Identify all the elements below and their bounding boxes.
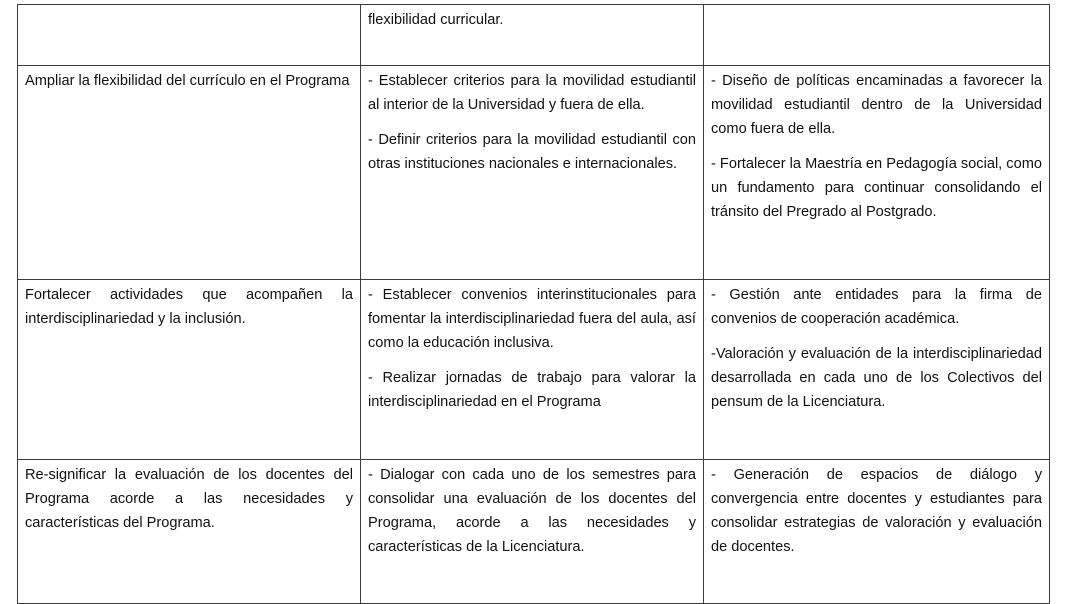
- strategies-cell: [704, 66, 1050, 280]
- cell-paragraph: - Gestión ante entidades para la firma de convenios de cooperación académica.: [711, 287, 1042, 327]
- cell-paragraph: - Fortalecer la Maestría en Pedagogía social, como un fundamento para continuar consolidando el tránsito del Pregrado al Postgrado.: [711, 156, 1042, 220]
- actions-cell: [361, 280, 704, 460]
- table-row: [18, 460, 1050, 604]
- cell-paragraph: - Diseño de políticas encaminadas a favorecer la movilidad estudiantil dentro de la Universidad como fuera de ella.: [711, 73, 1042, 137]
- cell-paragraph: - Establecer criterios para la movilidad estudiantil al interior de la Universidad y fuera de ella.: [368, 73, 696, 113]
- objective-cell: [18, 460, 361, 604]
- cell-paragraph: flexibilidad curricular.: [368, 12, 504, 28]
- plan-table: [17, 4, 1050, 604]
- cell-paragraph: Ampliar la flexibilidad del currículo en el Programa: [25, 73, 350, 89]
- cell-paragraph: - Establecer convenios interinstitucionales para fomentar la interdisciplinariedad fuera del aula, así como la educación inclusiva.: [368, 287, 696, 351]
- cell-paragraph: -Valoración y evaluación de la interdisciplinariedad desarrollada en cada uno de los Colectivos del pensum de la Licenciatura.: [711, 346, 1042, 410]
- objective-cell: [18, 5, 361, 66]
- actions-cell: [361, 5, 704, 66]
- cell-paragraph: Re-significar la evaluación de los docentes del Programa acorde a las necesidades y características del Programa.: [25, 467, 353, 531]
- strategies-cell: [704, 280, 1050, 460]
- objective-cell: [18, 66, 361, 280]
- cell-paragraph: - Definir criterios para la movilidad estudiantil con otras instituciones nacionales e internacionales.: [368, 132, 696, 172]
- table-row: [18, 280, 1050, 460]
- strategies-cell: [704, 460, 1050, 604]
- cell-paragraph: - Realizar jornadas de trabajo para valorar la interdisciplinariedad en el Programa: [368, 370, 696, 410]
- strategies-cell: [704, 5, 1050, 66]
- table-row: [18, 66, 1050, 280]
- objective-cell: [18, 280, 361, 460]
- table-row: [18, 5, 1050, 66]
- cell-paragraph: Fortalecer actividades que acompañen la interdisciplinariedad y la inclusión.: [25, 287, 353, 327]
- cell-paragraph: - Dialogar con cada uno de los semestres para consolidar una evaluación de los docentes del Programa, acorde a las necesidades y características de la Licenciatura.: [368, 467, 696, 555]
- actions-cell: [361, 460, 704, 604]
- cell-paragraph: - Generación de espacios de diálogo y convergencia entre docentes y estudiantes para consolidar estrategias de valoración y evaluación de docentes.: [711, 467, 1042, 555]
- actions-cell: [361, 66, 704, 280]
